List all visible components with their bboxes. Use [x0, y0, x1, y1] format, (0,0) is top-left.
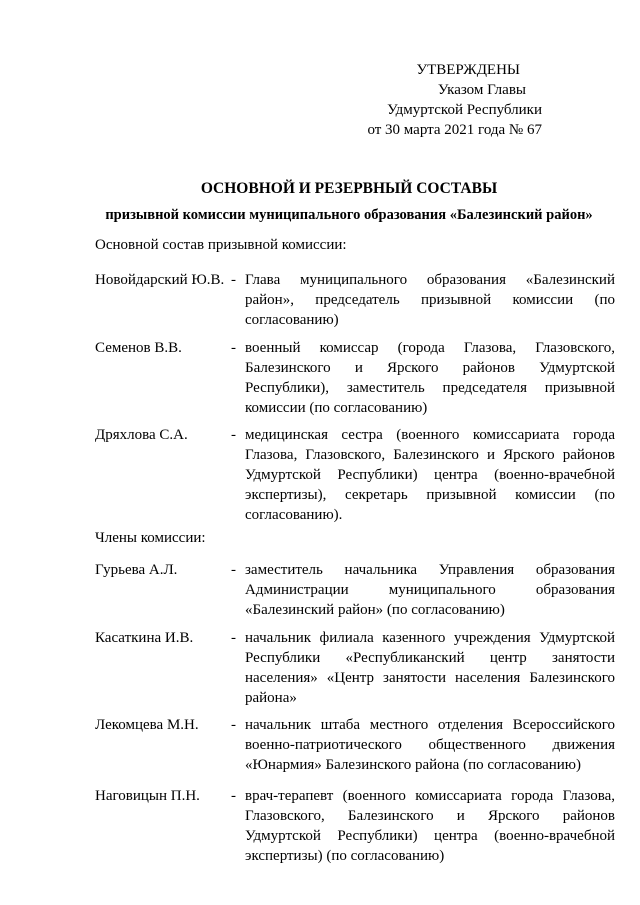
- document-subtitle: призывной комиссии муниципального образования «Балезинский район»: [105, 207, 593, 223]
- member-role: медицинская сестра (военного комиссариата города Глазова, Глазовского, Балезинского и Ярского районов Удмуртской Республики) центра (военно-врачебной экспертизы), секретарь призывной комиссии (по согласованию).: [245, 427, 615, 523]
- member-name: Наговицын П.Н.: [95, 788, 200, 804]
- member-role: начальник штаба местного отделения Всероссийского военно-патриотического общественного движения «Юнармия» Балезинского района (по согласованию): [245, 717, 615, 773]
- dash-separator: -: [231, 788, 236, 804]
- dash-separator: -: [231, 272, 236, 288]
- approved-label: УТВЕРЖДЕНЫ: [416, 62, 520, 78]
- member-name: Лекомцева М.Н.: [95, 717, 199, 733]
- member-role: Глава муниципального образования «Балезинский район», председатель призывной комиссии (по согласованию): [245, 272, 615, 328]
- member-name: Дряхлова С.А.: [95, 427, 188, 443]
- members-heading: Члены комиссии:: [95, 530, 206, 546]
- approval-stamp: [367, 60, 542, 140]
- dash-separator: -: [231, 630, 236, 646]
- document-title: ОСНОВНОЙ И РЕЗЕРВНЫЙ СОСТАВЫ: [200, 180, 498, 197]
- member-role: врач-терапевт (военного комиссариата города Глазова, Глазовского, Балезинского и Ярского районов Удмуртской Республики) центра (военно-врачебной экспертизы) (по согласованию): [245, 788, 615, 864]
- dash-separator: -: [231, 427, 236, 443]
- member-role: заместитель начальника Управления образования Администрации муниципального образования «Балезинский район» (по согласованию): [245, 562, 615, 618]
- member-name: Гурьева А.Л.: [95, 562, 178, 578]
- dash-separator: -: [231, 340, 236, 356]
- member-name: Новойдарский Ю.В.: [95, 272, 225, 288]
- main-composition-heading: Основной состав призывной комиссии:: [95, 237, 347, 253]
- member-role: начальник филиала казенного учреждения Удмуртской Республики «Республиканский центр занятости населения» «Центр занятости населения Балезинского района»: [245, 630, 615, 706]
- dash-separator: -: [231, 562, 236, 578]
- decree-date-line: от 30 марта 2021 года № 67: [367, 122, 542, 138]
- decree-line: Указом Главы: [437, 82, 526, 98]
- member-name: Касаткина И.В.: [95, 630, 194, 646]
- member-role: военный комиссар (города Глазова, Глазовского, Балезинского и Ярского районов Удмуртской Республики), заместитель председателя призывной комиссии (по согласованию): [245, 340, 615, 416]
- dash-separator: -: [231, 717, 236, 733]
- member-name: Семенов В.В.: [95, 340, 182, 356]
- republic-line: Удмуртской Республики: [387, 102, 542, 118]
